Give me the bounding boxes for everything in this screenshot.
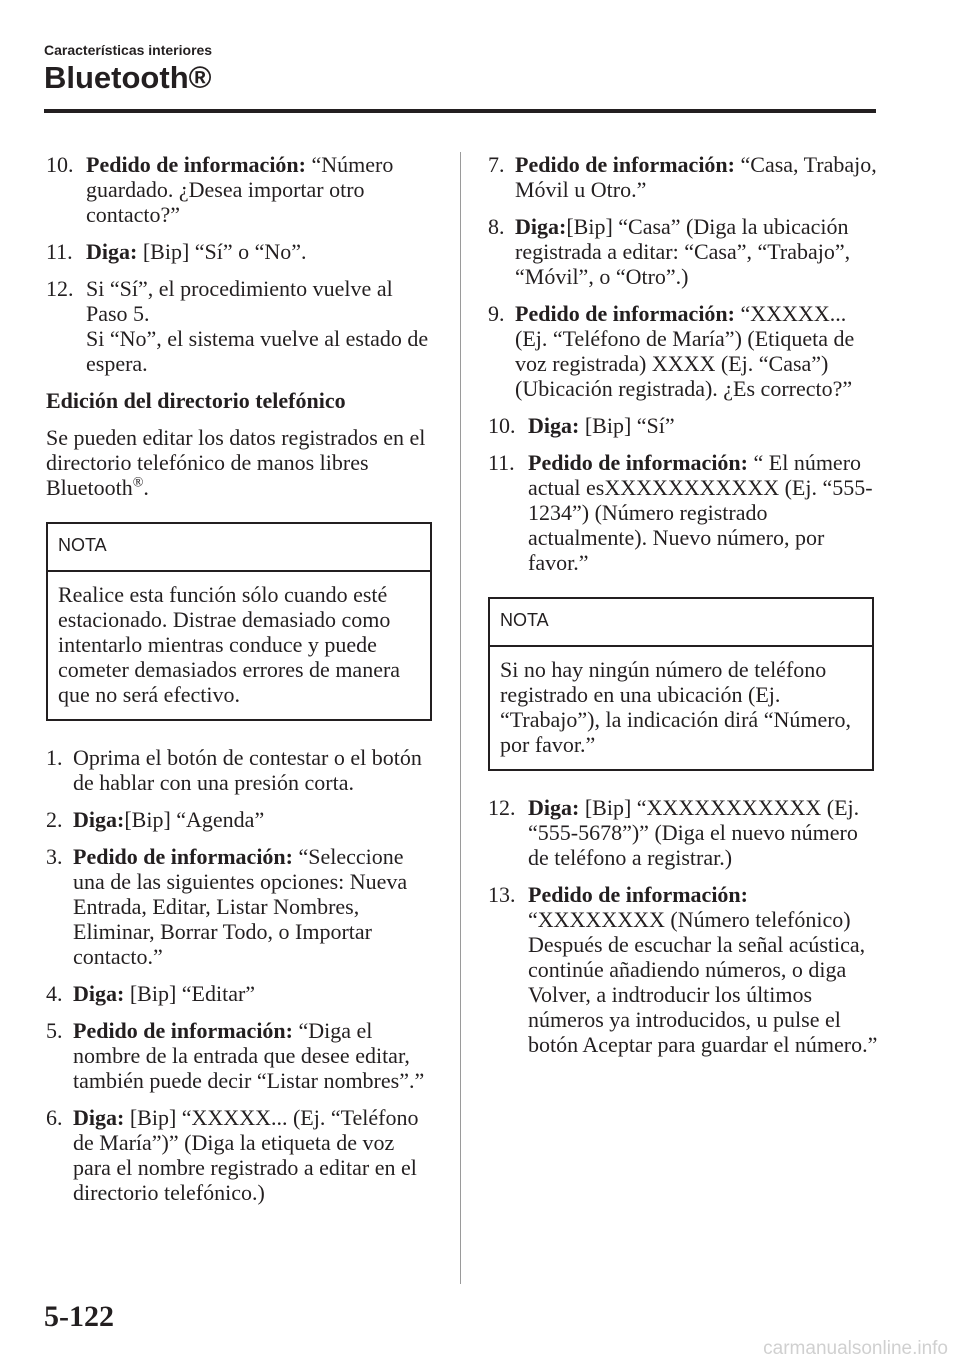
page-number: 5-122 [44, 1300, 114, 1333]
item-text: [Bip] “XXXXXXXXXXX (Ej. “555-5678”)” (Diga el nuevo número de teléfono a registrar.) [528, 795, 860, 870]
list-item [488, 413, 878, 438]
item-number: 12. [488, 795, 516, 820]
registered-mark: ® [132, 475, 144, 491]
note-box [488, 597, 874, 771]
list-item [46, 239, 436, 264]
list-item [46, 807, 436, 832]
item-label: Pedido de información: [73, 1018, 293, 1043]
right-column [488, 152, 878, 1069]
item-number: 13. [488, 882, 516, 907]
item-label: Diga: [73, 1105, 125, 1130]
note-body: Realice esta función sólo cuando esté estacionado. Distrae demasiado como intentarlo mientras conduce y puede cometer demasiados errores de manera que no será efectivo. [58, 582, 401, 707]
item-number: 3. [46, 844, 63, 869]
list-item [488, 882, 878, 1057]
item-label: Pedido de información: [528, 882, 748, 907]
item-text: “Seleccione una de las siguientes opciones: Nueva Entrada, Editar, Listar Nombres, Eliminar, Borrar Todo, o Importar contacto.” [73, 844, 408, 969]
item-number: 7. [488, 152, 505, 177]
item-label: Diga: [73, 807, 125, 832]
item-label: Diga: [73, 981, 125, 1006]
item-number: 6. [46, 1105, 63, 1130]
note-title: NOTA [490, 599, 872, 647]
item-label: Diga: [86, 239, 138, 264]
item-text: “Número guardado. ¿Desea importar otro contacto?” [86, 152, 394, 227]
item-text: “XXXXX... (Ej. “Teléfono de María”) (Etiqueta de voz registrada) XXXX (Ej. “Casa”) (Ubicación registrada). ¿Es correcto?” [515, 301, 855, 401]
item-label: Pedido de información: [515, 301, 735, 326]
note-title: NOTA [48, 524, 430, 572]
item-number: 8. [488, 214, 505, 239]
list-item [46, 276, 436, 376]
page-title: Bluetooth® [44, 60, 212, 95]
list-item [46, 1105, 436, 1205]
item-label: Diga: [528, 413, 580, 438]
item-label: Diga: [528, 795, 580, 820]
left-column [46, 152, 436, 1217]
list-item [46, 844, 436, 969]
note-box [46, 522, 432, 721]
item-number: 10. [488, 413, 516, 438]
column-divider [460, 152, 461, 1284]
item-label: Pedido de información: [528, 450, 748, 475]
list-item [46, 1018, 436, 1093]
item-text: [Bip] “Casa” (Diga la ubicación registrada a editar: “Casa”, “Trabajo”, “Móvil”, o “Otro”.) [515, 214, 851, 289]
list-item [46, 152, 436, 227]
section-heading: Edición del directorio telefónico [46, 388, 346, 413]
item-number: 2. [46, 807, 63, 832]
watermark: carmanualsonline.info [763, 1338, 948, 1359]
item-number: 10. [46, 152, 74, 177]
item-number: 1. [46, 745, 63, 770]
intro-paragraph: Se pueden editar los datos registrados en el directorio telefónico de manos libres Bluetooth®. [46, 425, 426, 500]
item-label: Pedido de información: [73, 844, 293, 869]
item-text: “Diga el nombre de la entrada que desee editar, también puede decir “Listar nombres”.” [73, 1018, 425, 1093]
list-item [488, 450, 878, 575]
item-text: “Casa, Trabajo, Móvil u Otro.” [515, 152, 877, 202]
list-item [488, 301, 878, 401]
item-number: 5. [46, 1018, 63, 1043]
list-item [488, 214, 878, 289]
item-number: 12. [46, 276, 74, 301]
item-text: Oprima el botón de contestar o el botón de hablar con una presión corta. [73, 745, 422, 795]
item-label: Diga: [515, 214, 567, 239]
list-item [46, 981, 436, 1006]
item-text: “ El número actual esXXXXXXXXXXX (Ej. “555-1234”) (Número registrado actualmente). Nuevo número, por favor.” [528, 450, 873, 575]
item-label: Pedido de información: [515, 152, 735, 177]
item-number: 9. [488, 301, 505, 326]
item-number: 4. [46, 981, 63, 1006]
item-number: 11. [46, 239, 73, 264]
note-body: Si no hay ningún número de teléfono registrado en una ubicación (Ej. “Trabajo”), la indicación dirá “Número, por favor.” [500, 657, 852, 757]
item-text: [Bip] “Agenda” [124, 807, 265, 832]
list-item [488, 152, 878, 202]
item-text: [Bip] “Sí” [579, 413, 675, 438]
list-item [46, 745, 436, 795]
title-rule [44, 109, 876, 113]
list-item [488, 795, 878, 870]
item-text: Si “Sí”, el procedimiento vuelve al Paso 5. [86, 276, 393, 326]
item-label: Pedido de información: [86, 152, 306, 177]
item-text: [Bip] “Sí” o “No”. [137, 239, 307, 264]
item-text: [Bip] “XXXXX... (Ej. “Teléfono de María”)” (Diga la etiqueta de voz para el nombre registrado a editar en el directorio telefónico.) [73, 1105, 419, 1205]
item-subtext: Si “No”, el sistema vuelve al estado de espera. [86, 326, 429, 376]
item-subtext: “XXXXXXXX (Número telefónico) Después de escuchar la señal acústica, continúe añadiendo números, o diga Volver, a indtroducir los últimos números ya introducidos, u pulse el botón Aceptar para guardar el número.” [528, 907, 878, 1057]
section-label: Características interiores [44, 42, 213, 58]
item-text: [Bip] “Editar” [124, 981, 256, 1006]
item-number: 11. [488, 450, 515, 475]
